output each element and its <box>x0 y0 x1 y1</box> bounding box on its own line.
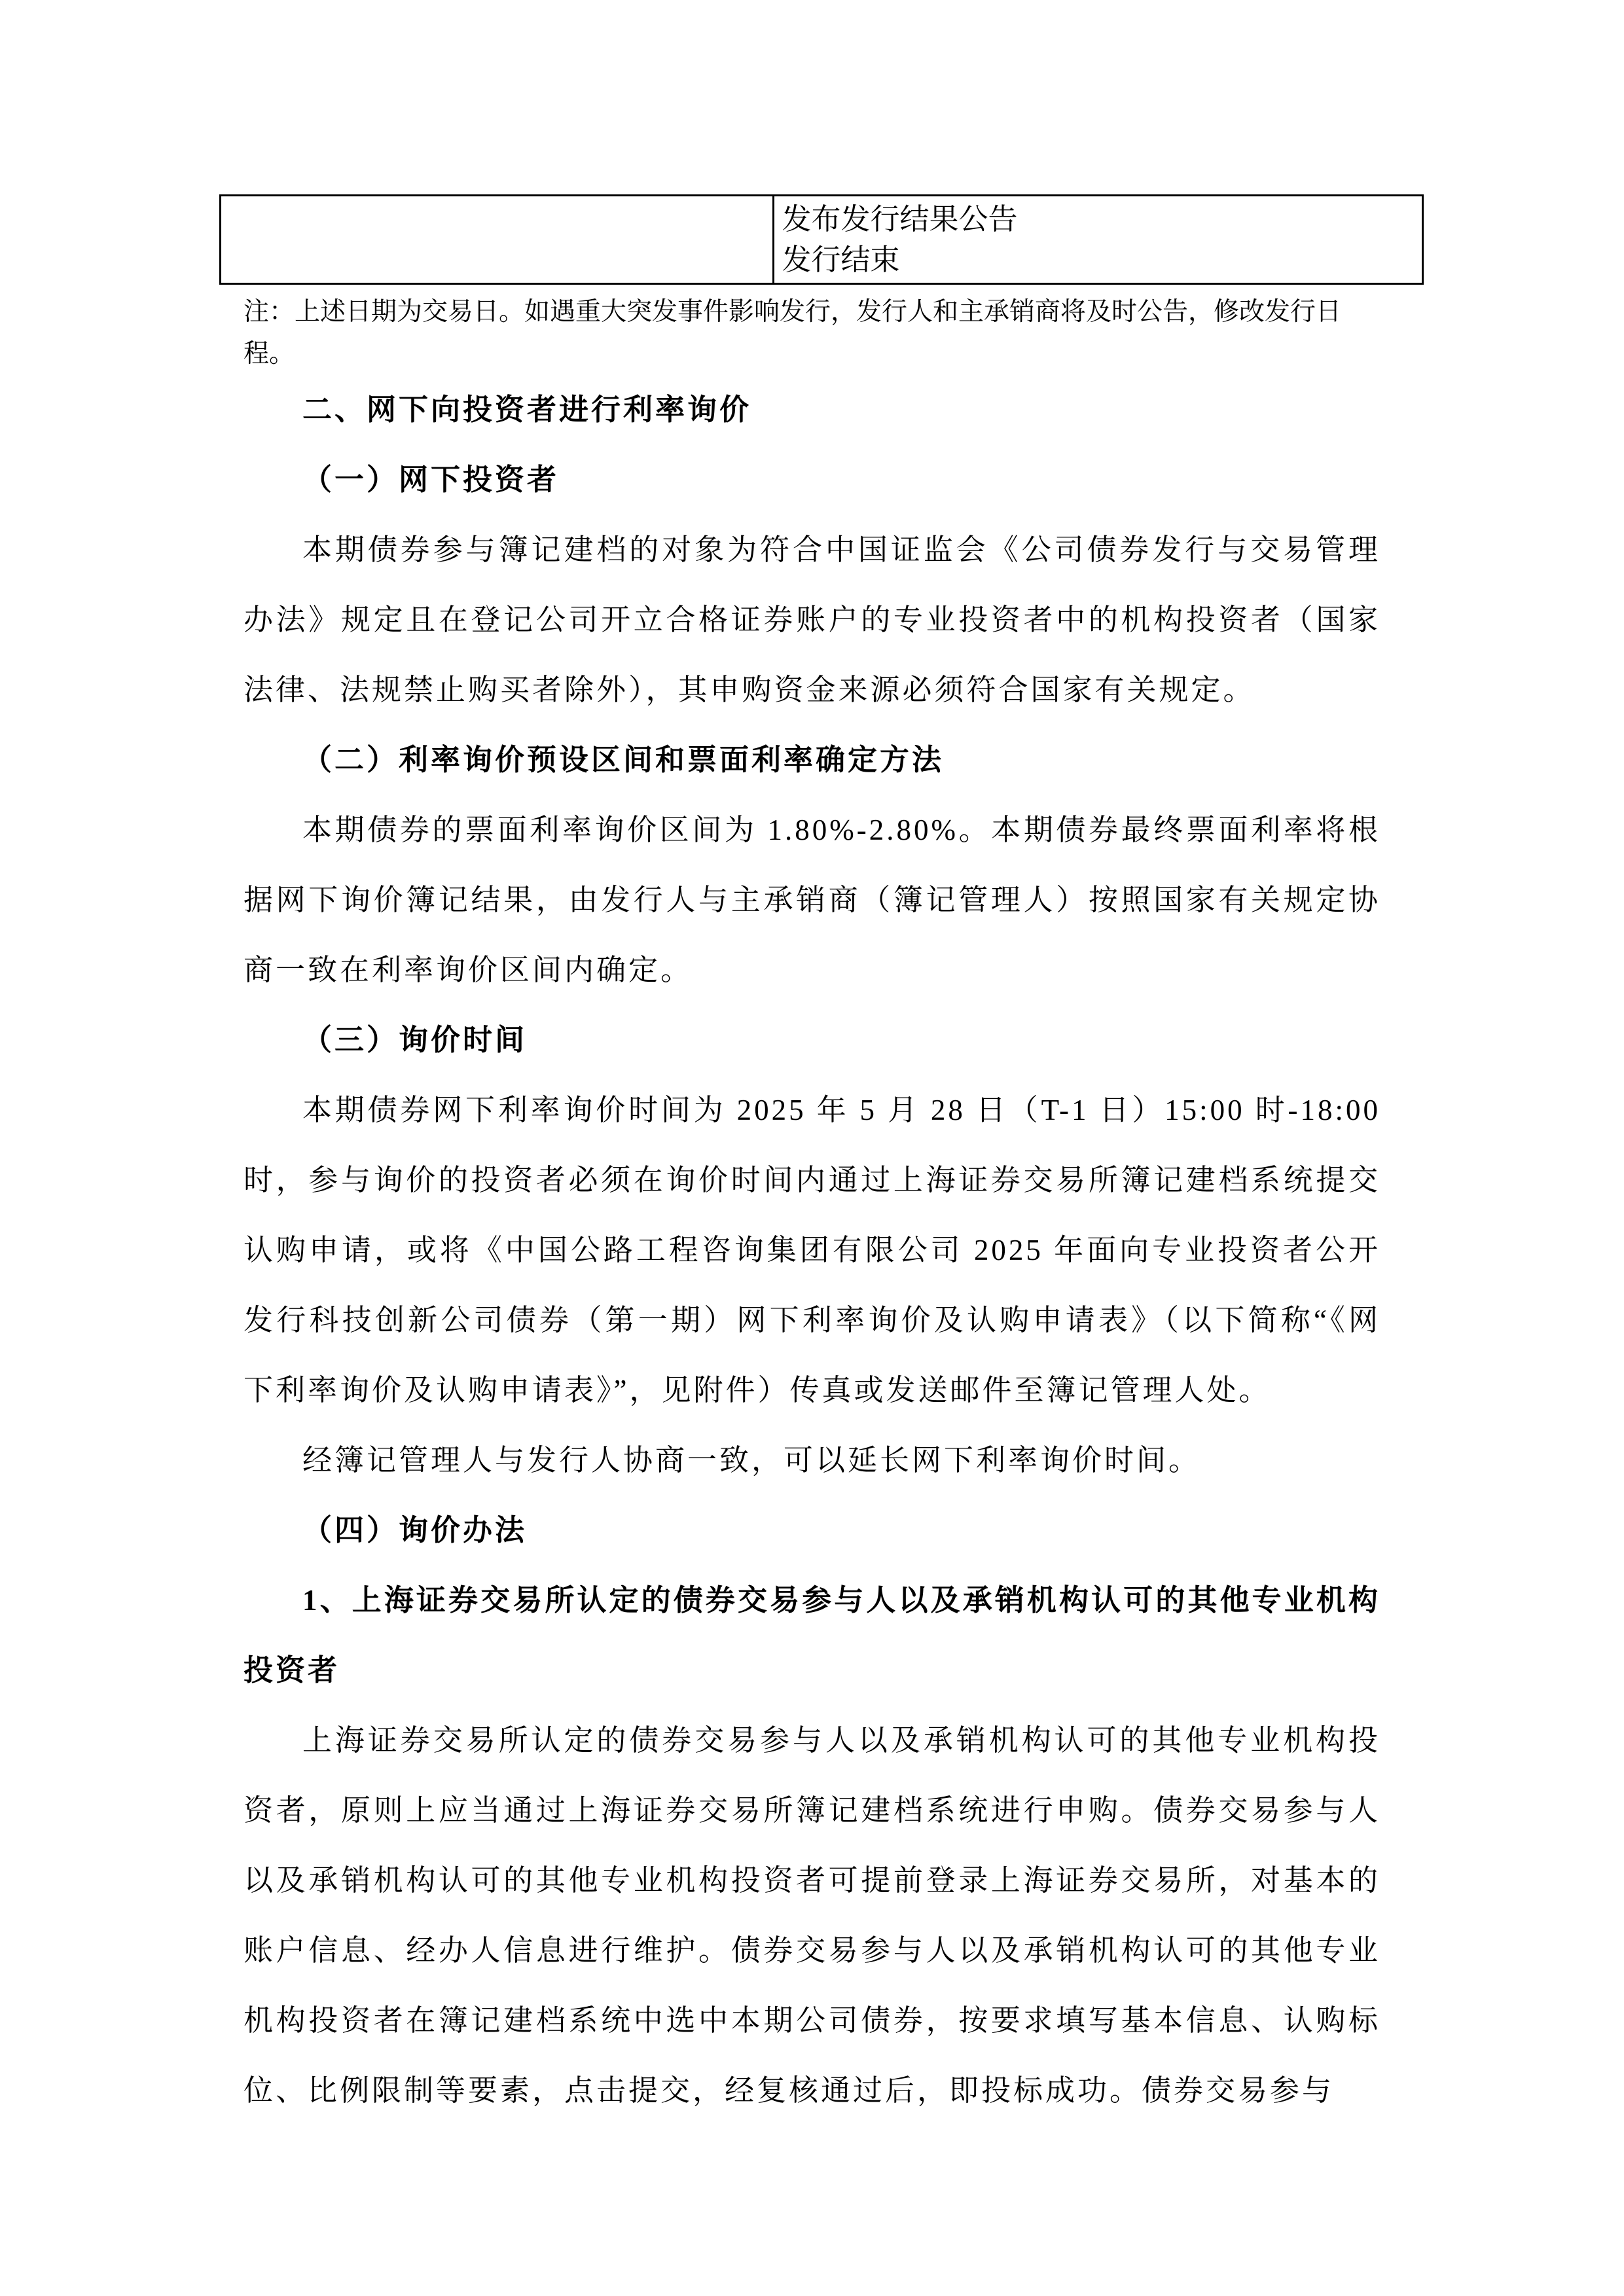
paragraph-rate-range: 本期债券的票面利率询价区间为 1.80%-2.80%。本期债券最终票面利率将根据网下询价簿记结果，由发行人与主承销商（簿记管理人）按照国家有关规定协商一致在利率询价区间内确定。 <box>244 814 1380 986</box>
paragraph-method-1-detail: 上海证券交易所认定的债券交易参与人以及承销机构认可的其他专业机构投资者，原则上应当通过上海证券交易所簿记建档系统进行申购。债券交易参与人以及承销机构认可的其他专业机构投资者可提前登录上海证券交易所，对基本的账户信息、经办人信息进行维护。债券交易参与人以及承销机构认可的其他专业机构投资者在簿记建档系统中选中本期公司债券，按要求填写基本信息、认购标位、比例限制等要素，点击提交，经复核通过后，即投标成功。债券交易参与 <box>244 1724 1380 2107</box>
schedule-event-cell <box>773 196 1423 284</box>
paragraph-extension: 经簿记管理人与发行人协商一致，可以延长网下利率询价时间。 <box>302 1444 1201 1477</box>
schedule-date-cell <box>221 196 774 284</box>
subsection-heading-2-2: （二）利率询价预设区间和票面利率确定方法 <box>302 744 945 776</box>
paragraph-offline-investors: 本期债券参与簿记建档的对象为符合中国证监会《公司债券发行与交易管理办法》规定且在登记公司开立合格证券账户的专业投资者中的机构投资者（国家法律、法规禁止购买者除外），其申购资金来源必须符合国家有关规定。 <box>244 533 1380 706</box>
schedule-event-line: 发行结束 <box>782 243 900 276</box>
schedule-footnote: 注：上述日期为交易日。如遇重大突发事件影响发行，发行人和主承销商将及时公告，修改发行日程。 <box>244 298 1342 368</box>
subsection-heading-2-3: （三）询价时间 <box>302 1024 528 1056</box>
schedule-table-row <box>221 196 1423 284</box>
subsection-heading-2-4: （四）询价办法 <box>302 1514 528 1547</box>
section-heading-2: 二、网下向投资者进行利率询价 <box>302 393 752 426</box>
subsection-heading-2-1: （一）网下投资者 <box>302 463 560 496</box>
issuance-schedule-table <box>219 194 1424 285</box>
paragraph-inquiry-time: 本期债券网下利率询价时间为 2025 年 5 月 28 日（T-1 日）15:00 时-18:00 时，参与询价的投资者必须在询价时间内通过上海证券交易所簿记建档系统提交认购申请，或将《中国公路工程咨询集团有限公司 2025 年面向专业投资者公开发行科技创新公司债券（第一期）网下利率询价及认购申请表》（以下简称“《网下利率询价及认购申请表》”，见附件）传真或发送邮件至簿记管理人处。 <box>244 1094 1380 1407</box>
schedule-event-line: 发布发行结果公告 <box>782 203 1018 236</box>
subheading-method-1: 1、上海证券交易所认定的债券交易参与人以及承销机构认可的其他专业机构投资者 <box>244 1584 1380 1687</box>
